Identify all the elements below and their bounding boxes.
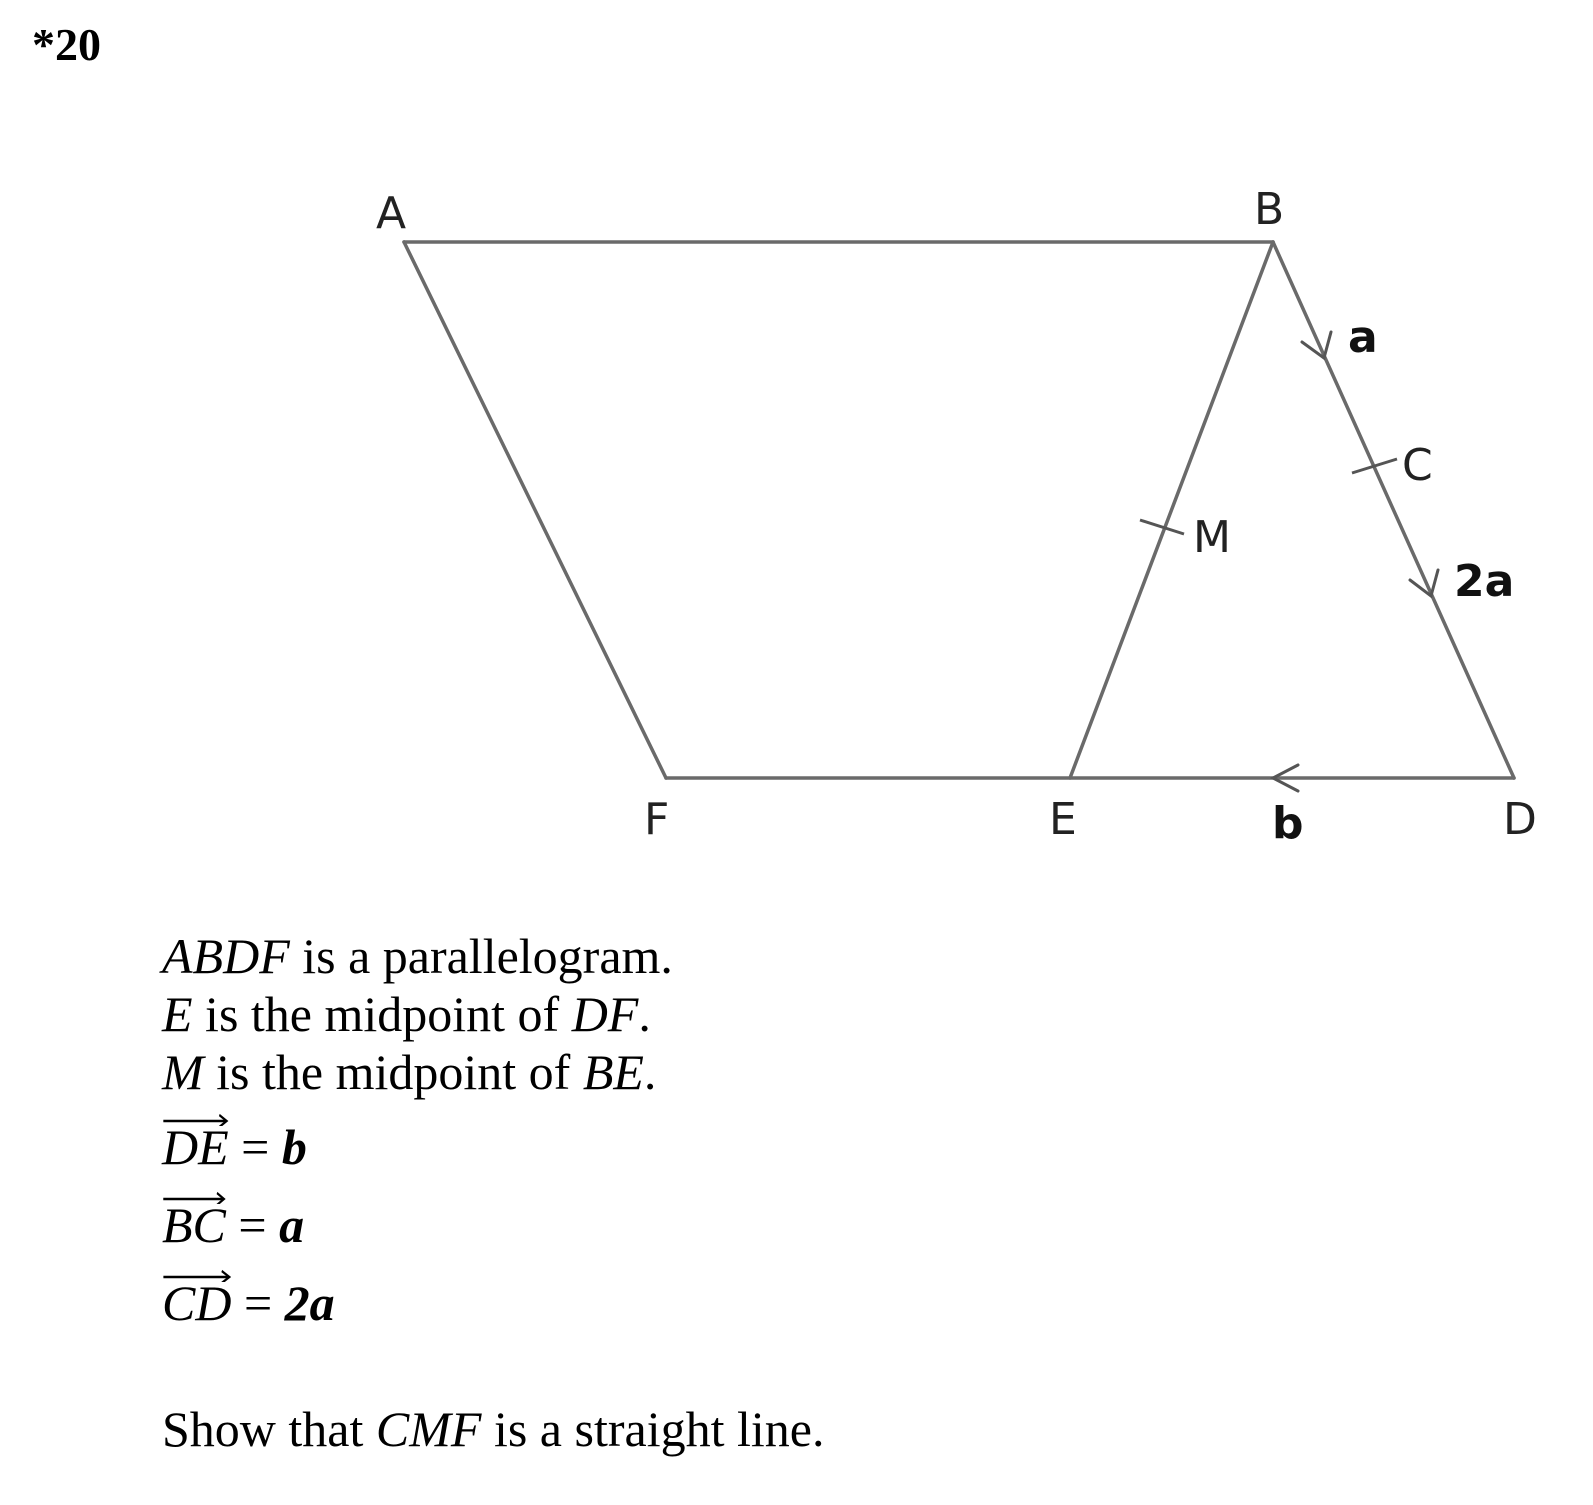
vector-de-equation xyxy=(162,1118,307,1176)
prompt-after: is a straight line. xyxy=(481,1401,825,1457)
vector-equals: = xyxy=(231,1275,285,1331)
edge-af xyxy=(404,242,666,778)
edge-bd xyxy=(1273,242,1514,778)
statement-var: ABDF xyxy=(162,928,290,984)
label-m: M xyxy=(1193,512,1231,563)
statement-end: . xyxy=(643,1044,657,1100)
statement-end: . xyxy=(638,986,651,1042)
prompt-before: Show that xyxy=(162,1401,376,1457)
vector-bc-value: a xyxy=(279,1197,305,1253)
label-c: C xyxy=(1402,440,1433,491)
label-f: F xyxy=(644,794,670,845)
label-e: E xyxy=(1049,794,1077,845)
statement-var2: DF xyxy=(571,986,639,1042)
vector-arrow-icon xyxy=(162,1190,226,1204)
vector-arrow-icon xyxy=(162,1112,229,1126)
statement-text: is the midpoint of xyxy=(192,986,572,1042)
vector-cd-value: 2a xyxy=(284,1275,335,1331)
vector-de-value: b xyxy=(281,1119,307,1175)
label-vector-a: a xyxy=(1348,312,1378,363)
vector-cd-name: CD xyxy=(162,1274,231,1332)
prompt-var: CMF xyxy=(375,1401,482,1457)
label-vector-b: b xyxy=(1272,798,1304,849)
question-number: *20 xyxy=(32,19,101,70)
vector-bc-equation xyxy=(162,1196,304,1254)
vector-equals: = xyxy=(228,1119,282,1175)
vector-bc-name: BC xyxy=(162,1196,226,1254)
vector-arrow-icon xyxy=(162,1268,231,1282)
statement-var2: BE xyxy=(582,1044,644,1100)
vector-cd-equation xyxy=(162,1274,335,1332)
statements xyxy=(162,927,673,1101)
label-vector-2a: 2a xyxy=(1454,556,1515,607)
statement-midpoint-m xyxy=(162,1043,673,1101)
statement-parallelogram xyxy=(162,927,673,985)
label-a: A xyxy=(376,188,407,239)
question-prompt xyxy=(162,1400,824,1458)
statement-var: E xyxy=(162,986,193,1042)
label-b: B xyxy=(1254,184,1285,235)
statement-var: M xyxy=(162,1044,204,1100)
edge-be xyxy=(1070,242,1273,778)
label-d: D xyxy=(1503,794,1537,845)
vector-de-name: DE xyxy=(162,1118,229,1176)
vector-equals: = xyxy=(225,1197,280,1253)
statement-text: is the midpoint of xyxy=(203,1044,583,1100)
statement-text: is a parallelogram. xyxy=(289,928,673,984)
statement-midpoint-e xyxy=(162,985,673,1043)
